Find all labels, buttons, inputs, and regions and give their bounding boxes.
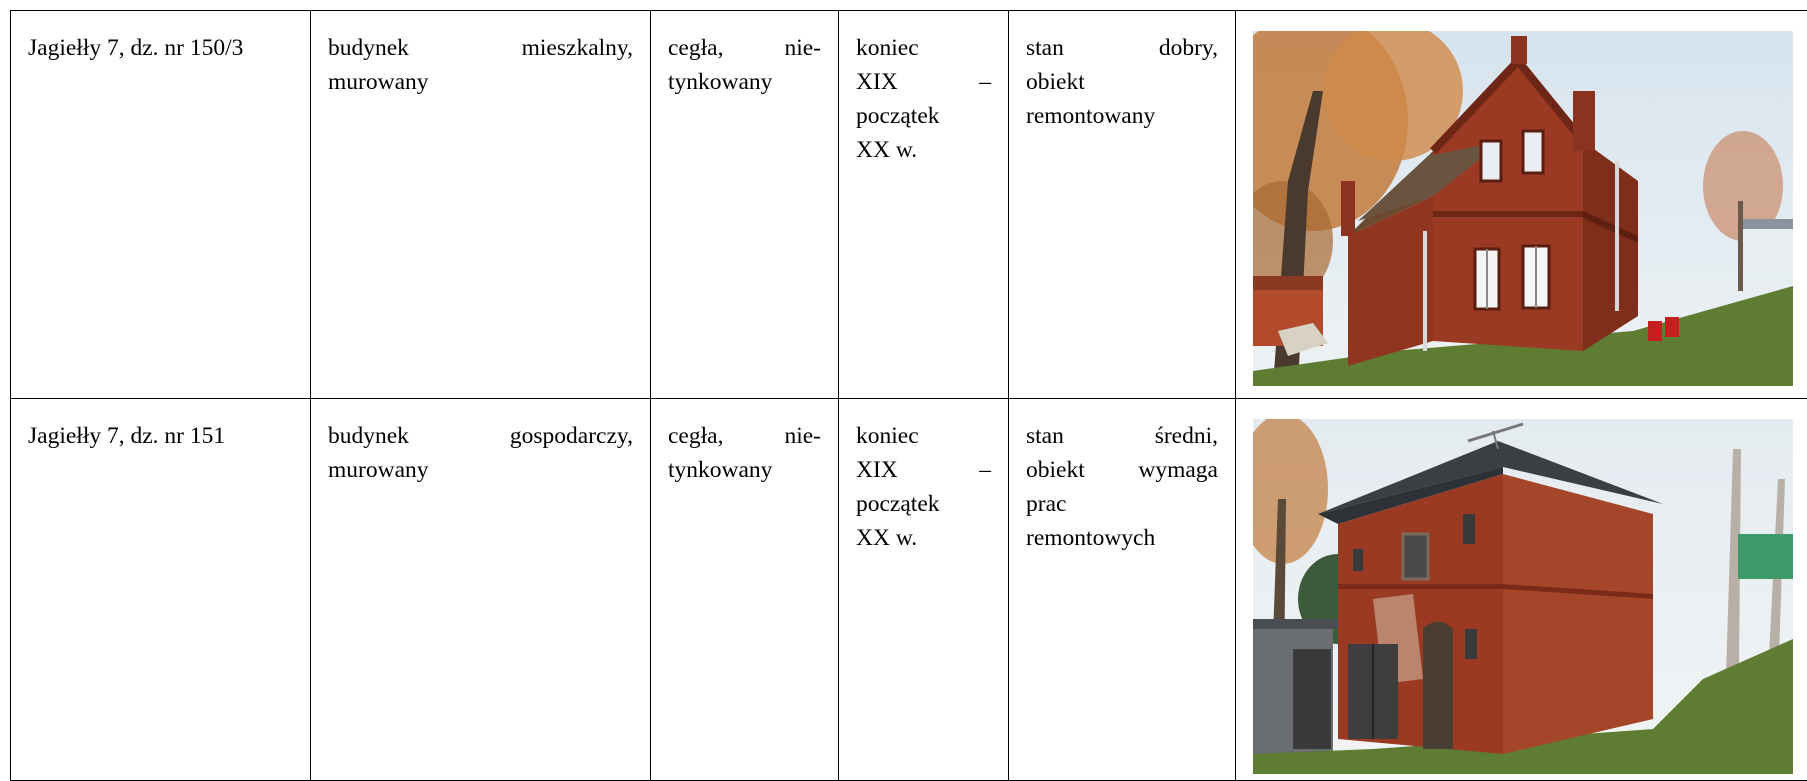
- dating-dash: –: [979, 65, 991, 99]
- type-word: mieszkalny,: [522, 31, 633, 65]
- material-word: cegła,: [668, 419, 723, 453]
- photo-cell: [1236, 399, 1807, 781]
- type-word: budynek: [328, 419, 409, 453]
- type-word: murowany: [328, 65, 633, 99]
- type-word: gospodarczy,: [510, 419, 633, 453]
- condition-word: obiekt: [1026, 453, 1085, 487]
- material-word: tynkowany: [668, 453, 821, 487]
- address-text: Jagiełły 7, dz. nr 151: [28, 423, 225, 449]
- condition-word: wymaga: [1138, 453, 1218, 487]
- building-type-cell: [311, 11, 651, 399]
- condition-word: remontowych: [1026, 521, 1218, 555]
- building-type-cell: [311, 399, 651, 781]
- dating-cell: [839, 399, 1009, 781]
- condition-word: remontowany: [1026, 99, 1218, 133]
- condition-word: prac: [1026, 487, 1218, 521]
- dating-word: początek: [856, 487, 991, 521]
- material-cell: [651, 11, 839, 399]
- dating-word: XIX: [856, 453, 898, 487]
- dating-word: XX w.: [856, 521, 991, 555]
- material-cell: [651, 399, 839, 781]
- dating-word: koniec: [856, 31, 991, 65]
- material-word: nie-: [784, 31, 821, 65]
- address-cell: [11, 11, 311, 399]
- dating-dash: –: [979, 453, 991, 487]
- condition-word: dobry,: [1159, 31, 1218, 65]
- table-row: [11, 11, 1807, 399]
- material-word: tynkowany: [668, 65, 821, 99]
- material-word: nie-: [784, 419, 821, 453]
- heritage-registry-table: [10, 10, 1807, 781]
- condition-cell: [1009, 399, 1236, 781]
- condition-cell: [1009, 11, 1236, 399]
- type-word: murowany: [328, 453, 633, 487]
- dating-word: początek: [856, 99, 991, 133]
- outbuilding-photo: [1253, 419, 1793, 774]
- condition-word: średni,: [1155, 419, 1218, 453]
- condition-word: stan: [1026, 31, 1064, 65]
- dating-cell: [839, 11, 1009, 399]
- condition-word: obiekt: [1026, 65, 1218, 99]
- material-word: cegła,: [668, 31, 723, 65]
- address-cell: [11, 399, 311, 781]
- photo-cell: [1236, 11, 1807, 399]
- dating-word: XX w.: [856, 133, 991, 167]
- address-text: Jagiełły 7, dz. nr 150/3: [28, 35, 243, 61]
- dating-word: koniec: [856, 419, 991, 453]
- table-row: [11, 399, 1807, 781]
- condition-word: stan: [1026, 419, 1064, 453]
- type-word: budynek: [328, 31, 409, 65]
- residential-house-photo: [1253, 31, 1793, 386]
- dating-word: XIX: [856, 65, 898, 99]
